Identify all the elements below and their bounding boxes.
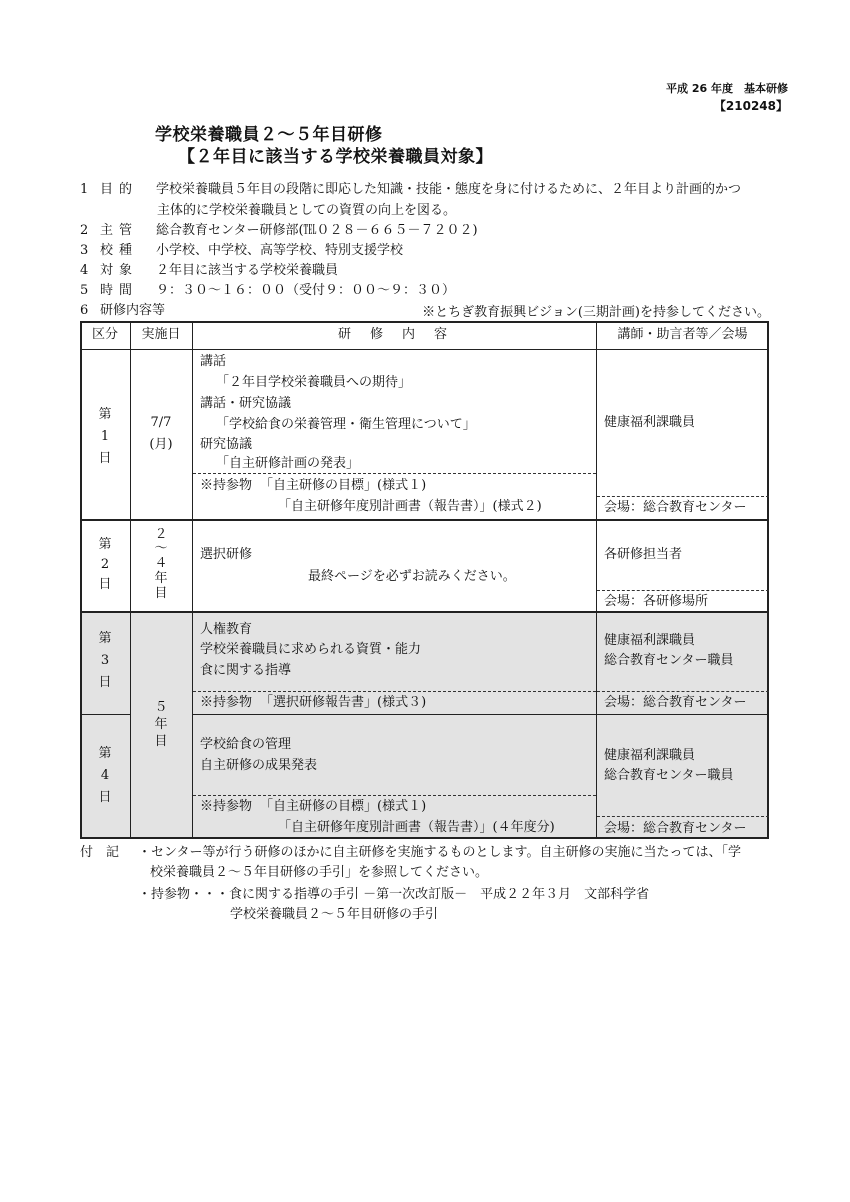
section-text: ２年目に該当する学校栄養職員 (156, 263, 339, 278)
kubun-char: 4 (100, 768, 110, 783)
section-purpose-cont: 主体的に学校栄養職員としての資質の向上を図る。 (157, 203, 457, 218)
section-num: 3 (80, 243, 89, 258)
section-text: 小学校、中学校、高等学校、特別支援学校 (156, 243, 404, 258)
section-target (80, 261, 338, 281)
page-subtitle: 【２年目に該当する学校栄養職員対象】 (178, 147, 493, 167)
section-label: 目的 (100, 182, 139, 197)
section-label: 対象 (100, 263, 139, 278)
year-label: 平成 26 年度 基本研修 (666, 82, 788, 95)
day2-venue: 会場：各研修場所 (604, 594, 709, 609)
kubun-char: 日 (98, 451, 112, 466)
kubun-char: 2 (100, 557, 110, 572)
day3-content-line: 食に関する指導 (200, 663, 292, 678)
day1-venue: 会場：総合教育センター (604, 500, 747, 515)
section-num: 1 (80, 182, 89, 197)
section-num: 2 (80, 223, 89, 238)
day4-content-line: 自主研修の成果発表 (200, 758, 318, 773)
kubun-char: 第 (98, 746, 112, 761)
col-divider (192, 321, 193, 839)
section-num: 6 (80, 303, 89, 318)
kubun-char: 第 (98, 537, 112, 552)
day3-items-label: ※持参物 (200, 695, 253, 710)
dash-divider (597, 816, 769, 817)
course-code: 【210248】 (713, 99, 788, 113)
date-text: ２ (154, 527, 168, 542)
date-text: ４ (154, 556, 168, 571)
day3-item: 「選択研修報告書」(様式３) (260, 695, 427, 710)
section-organizer (80, 221, 478, 241)
schedule-table (80, 321, 769, 839)
kubun-char: 3 (100, 653, 110, 668)
kubun-char: 日 (98, 675, 112, 690)
section-num: 4 (80, 263, 89, 278)
date-text: 年 (154, 717, 168, 732)
kubun-char: 日 (98, 577, 112, 592)
header-date: 実施日 (141, 327, 181, 342)
section-purpose (80, 180, 741, 200)
day4-item: 「自主研修年度別計画書（報告書）」(４年度分) (278, 820, 555, 835)
footnote-line: 学校栄養職員２～５年目研修の手引 (230, 907, 439, 922)
dash-divider (597, 496, 769, 497)
day3-content-line: 学校栄養職員に求められる資質・能力 (200, 642, 422, 657)
dash-divider (597, 590, 769, 591)
kubun-char: 1 (100, 429, 110, 444)
date-text: 7/7 (150, 415, 172, 430)
date-text: 目 (154, 586, 168, 601)
dash-divider (193, 795, 596, 796)
section-label: 校種 (100, 243, 139, 258)
day1-content-line: 講話・研究協議 (200, 396, 292, 411)
day3-lecturer: 健康福利課職員 (604, 633, 696, 648)
section-school-type (80, 241, 403, 261)
day4-content-line: 学校給食の管理 (200, 737, 292, 752)
day4-kubun (80, 714, 130, 839)
day1-items-label: ※持参物 (200, 478, 253, 493)
day2-kubun (80, 519, 130, 611)
day3-venue: 会場：総合教育センター (604, 695, 747, 710)
day1-content-line: 「２年目学校栄養職員への期待」 (216, 375, 412, 390)
section-text: 総合教育センター研修部(℡０２８－６６５－７２０２) (156, 223, 478, 238)
section-text: 学校栄養職員５年目の段階に即応した知識・技能・態度を身に付けるために、２年目より計画的かつ (156, 182, 742, 197)
header-kubun: 区分 (91, 327, 118, 342)
day3-kubun (80, 611, 130, 714)
date-text: (月) (149, 437, 173, 452)
footnote-line: 校栄養職員２～５年目研修の手引」を参照してください。 (150, 865, 489, 880)
footnote-line: ・センター等が行う研修のほかに自主研修を実施するものとします。自主研修の実施に当たっては、「学 (138, 845, 741, 860)
section-label: 研修内容等 (100, 303, 166, 318)
footnote-label: 付 記 (80, 845, 120, 860)
header-content: 研 修 内 容 (337, 327, 450, 342)
footnote-line: ・持参物・・・食に関する指導の手引 －第一次改訂版－ 平成２２年３月 文部科学省 (138, 887, 650, 902)
day2-date (130, 519, 192, 611)
day3-content-line: 人権教育 (200, 622, 253, 637)
section-time (80, 281, 455, 301)
day2-content-line: 選択研修 (200, 547, 253, 562)
section-contents (80, 301, 165, 321)
day4-item: 「自主研修の目標」(様式１) (260, 799, 427, 814)
day4-items-label: ※持参物 (200, 799, 253, 814)
date-text: 目 (154, 734, 168, 749)
header-lecturer: 講師・助言者等／会場 (617, 327, 748, 342)
day4-venue: 会場：総合教育センター (604, 821, 747, 836)
day1-item: 「自主研修年度別計画書（報告書）」(様式２) (278, 499, 542, 514)
day4-lecturer: 総合教育センター職員 (604, 768, 734, 783)
section-contents-note: ※とちぎ教育振興ビジョン(三期計画)を持参してください。 (422, 305, 770, 320)
day4-lecturer: 健康福利課職員 (604, 748, 696, 763)
page-title: 学校栄養職員２～５年目研修 (155, 125, 383, 145)
day2-content-note: 最終ページを必ずお読みください。 (308, 569, 516, 584)
dash-divider (193, 691, 596, 692)
date-text: 年 (154, 571, 168, 586)
day1-kubun (80, 349, 130, 519)
day1-lecturer: 健康福利課職員 (604, 415, 696, 430)
kubun-char: 日 (98, 790, 112, 805)
day3-lecturer: 総合教育センター職員 (604, 653, 734, 668)
col-divider (596, 321, 597, 839)
section-label: 時間 (100, 283, 139, 298)
section-num: 5 (80, 283, 89, 298)
section-text: ９：３０～１６：００（受付９：００～９：３０） (156, 283, 456, 298)
row-divider (192, 714, 769, 715)
day1-content-line: 講話 (200, 354, 227, 369)
date-text: ５ (154, 700, 168, 715)
day1-content-line: 「自主研修計画の発表」 (216, 456, 360, 471)
day34-date (130, 611, 192, 839)
day1-item: 「自主研修の目標」(様式１) (260, 478, 427, 493)
date-text: ～ (154, 541, 168, 556)
day1-date (130, 349, 192, 519)
day1-content-line: 研究協議 (200, 437, 253, 452)
day2-lecturer: 各研修担当者 (604, 547, 683, 562)
kubun-char: 第 (98, 407, 112, 422)
day1-content-line: 「学校給食の栄養管理・衛生管理について」 (216, 417, 476, 432)
section-label: 主管 (100, 223, 139, 238)
dash-divider (597, 691, 769, 692)
kubun-char: 第 (98, 631, 112, 646)
